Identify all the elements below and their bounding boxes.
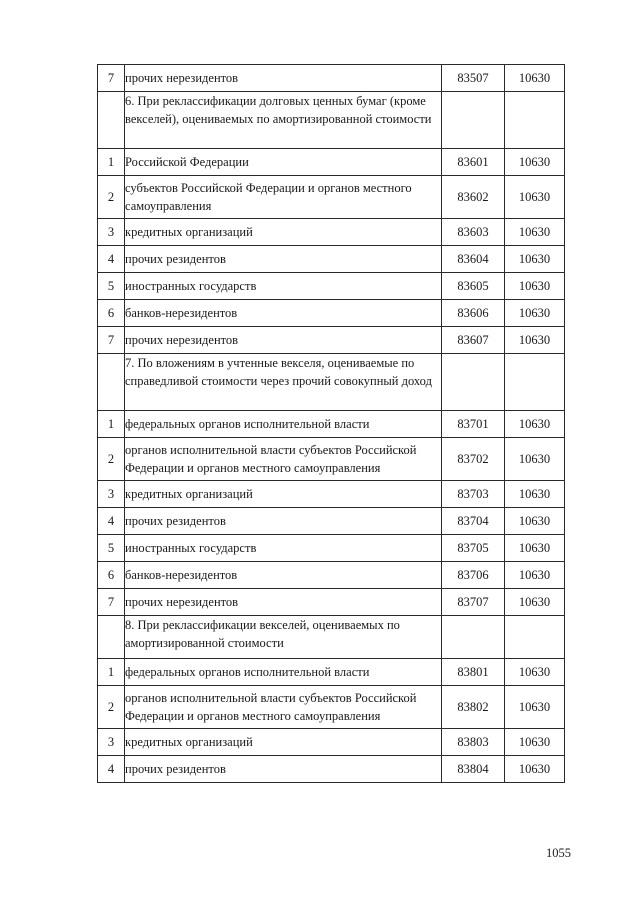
row-account: 10630 — [505, 411, 565, 438]
row-code: 83804 — [442, 756, 505, 783]
row-description: прочих нерезидентов — [125, 65, 442, 92]
row-description: прочих резидентов — [125, 246, 442, 273]
row-code: 83704 — [442, 508, 505, 535]
row-number: 6 — [98, 562, 125, 589]
page-number: 1055 — [546, 846, 571, 860]
row-account: 10630 — [505, 659, 565, 686]
row-code: 83605 — [442, 273, 505, 300]
row-code: 83801 — [442, 659, 505, 686]
row-number: 4 — [98, 756, 125, 783]
row-number: 2 — [98, 176, 125, 219]
accounts-table-body — [98, 65, 565, 783]
row-code: 83601 — [442, 149, 505, 176]
row-number: 2 — [98, 686, 125, 729]
table-row — [98, 659, 565, 686]
row-code: 83603 — [442, 219, 505, 246]
table-row — [98, 535, 565, 562]
table-row — [98, 438, 565, 481]
row-account: 10630 — [505, 508, 565, 535]
table-row — [98, 756, 565, 783]
table-row — [98, 729, 565, 756]
row-number: 1 — [98, 411, 125, 438]
row-description: кредитных организаций — [125, 219, 442, 246]
row-code: 83507 — [442, 65, 505, 92]
row-number: 3 — [98, 729, 125, 756]
row-account: 10630 — [505, 589, 565, 616]
table-row — [98, 273, 565, 300]
row-description: федеральных органов исполнительной власти — [125, 411, 442, 438]
row-account: 10630 — [505, 686, 565, 729]
row-code: 83707 — [442, 589, 505, 616]
row-account: 10630 — [505, 300, 565, 327]
row-account: 10630 — [505, 729, 565, 756]
table-row — [98, 508, 565, 535]
row-account: 10630 — [505, 327, 565, 354]
table-row — [98, 149, 565, 176]
row-description: 7. По вложениям в учтенные векселя, оцениваемые по справедливой стоимости через прочий совокупный доход — [125, 354, 442, 411]
section-header-row — [98, 92, 565, 149]
row-description: банков-нерезидентов — [125, 562, 442, 589]
table-row — [98, 65, 565, 92]
row-code: 83803 — [442, 729, 505, 756]
row-account — [505, 616, 565, 659]
row-description: кредитных организаций — [125, 481, 442, 508]
row-number: 7 — [98, 65, 125, 92]
row-account: 10630 — [505, 562, 565, 589]
row-code: 83703 — [442, 481, 505, 508]
table-row — [98, 411, 565, 438]
row-description: прочих нерезидентов — [125, 589, 442, 616]
table-row — [98, 300, 565, 327]
row-number: 7 — [98, 327, 125, 354]
row-number: 1 — [98, 659, 125, 686]
row-number — [98, 616, 125, 659]
table-row — [98, 589, 565, 616]
row-number: 6 — [98, 300, 125, 327]
row-code: 83607 — [442, 327, 505, 354]
row-account — [505, 354, 565, 411]
table-row — [98, 246, 565, 273]
row-description: Российской Федерации — [125, 149, 442, 176]
row-number: 4 — [98, 246, 125, 273]
row-number — [98, 92, 125, 149]
row-account: 10630 — [505, 273, 565, 300]
row-code: 83706 — [442, 562, 505, 589]
row-description: иностранных государств — [125, 273, 442, 300]
row-account: 10630 — [505, 481, 565, 508]
table-row — [98, 481, 565, 508]
row-code — [442, 616, 505, 659]
row-number — [98, 354, 125, 411]
row-number: 3 — [98, 219, 125, 246]
row-code: 83604 — [442, 246, 505, 273]
row-description: органов исполнительной власти субъектов Российской Федерации и органов местного самоуправления — [125, 686, 442, 729]
row-description: 6. При реклассификации долговых ценных бумаг (кроме векселей), оцениваемых по амортизированной стоимости — [125, 92, 442, 149]
row-account: 10630 — [505, 246, 565, 273]
row-description: субъектов Российской Федерации и органов местного самоуправления — [125, 176, 442, 219]
row-description: органов исполнительной власти субъектов Российской Федерации и органов местного самоуправления — [125, 438, 442, 481]
row-number: 2 — [98, 438, 125, 481]
row-description: кредитных организаций — [125, 729, 442, 756]
row-description: федеральных органов исполнительной власти — [125, 659, 442, 686]
row-number: 3 — [98, 481, 125, 508]
table-row — [98, 327, 565, 354]
row-number: 5 — [98, 535, 125, 562]
row-account: 10630 — [505, 65, 565, 92]
row-number: 1 — [98, 149, 125, 176]
row-code: 83606 — [442, 300, 505, 327]
row-description: прочих резидентов — [125, 756, 442, 783]
section-header-row — [98, 616, 565, 659]
row-account — [505, 92, 565, 149]
row-code: 83705 — [442, 535, 505, 562]
row-account: 10630 — [505, 176, 565, 219]
row-code: 83701 — [442, 411, 505, 438]
row-code — [442, 92, 505, 149]
row-description: прочих нерезидентов — [125, 327, 442, 354]
row-number: 5 — [98, 273, 125, 300]
table-row — [98, 176, 565, 219]
row-number: 7 — [98, 589, 125, 616]
section-header-row — [98, 354, 565, 411]
row-description: прочих резидентов — [125, 508, 442, 535]
row-code: 83602 — [442, 176, 505, 219]
row-number: 4 — [98, 508, 125, 535]
row-description: банков-нерезидентов — [125, 300, 442, 327]
accounts-table — [97, 64, 565, 783]
table-row — [98, 219, 565, 246]
row-account: 10630 — [505, 756, 565, 783]
row-account: 10630 — [505, 438, 565, 481]
row-account: 10630 — [505, 535, 565, 562]
row-code: 83702 — [442, 438, 505, 481]
table-row — [98, 562, 565, 589]
row-description: 8. При реклассификации векселей, оцениваемых по амортизированной стоимости — [125, 616, 442, 659]
row-code: 83802 — [442, 686, 505, 729]
row-account: 10630 — [505, 149, 565, 176]
table-row — [98, 686, 565, 729]
row-code — [442, 354, 505, 411]
row-account: 10630 — [505, 219, 565, 246]
row-description: иностранных государств — [125, 535, 442, 562]
